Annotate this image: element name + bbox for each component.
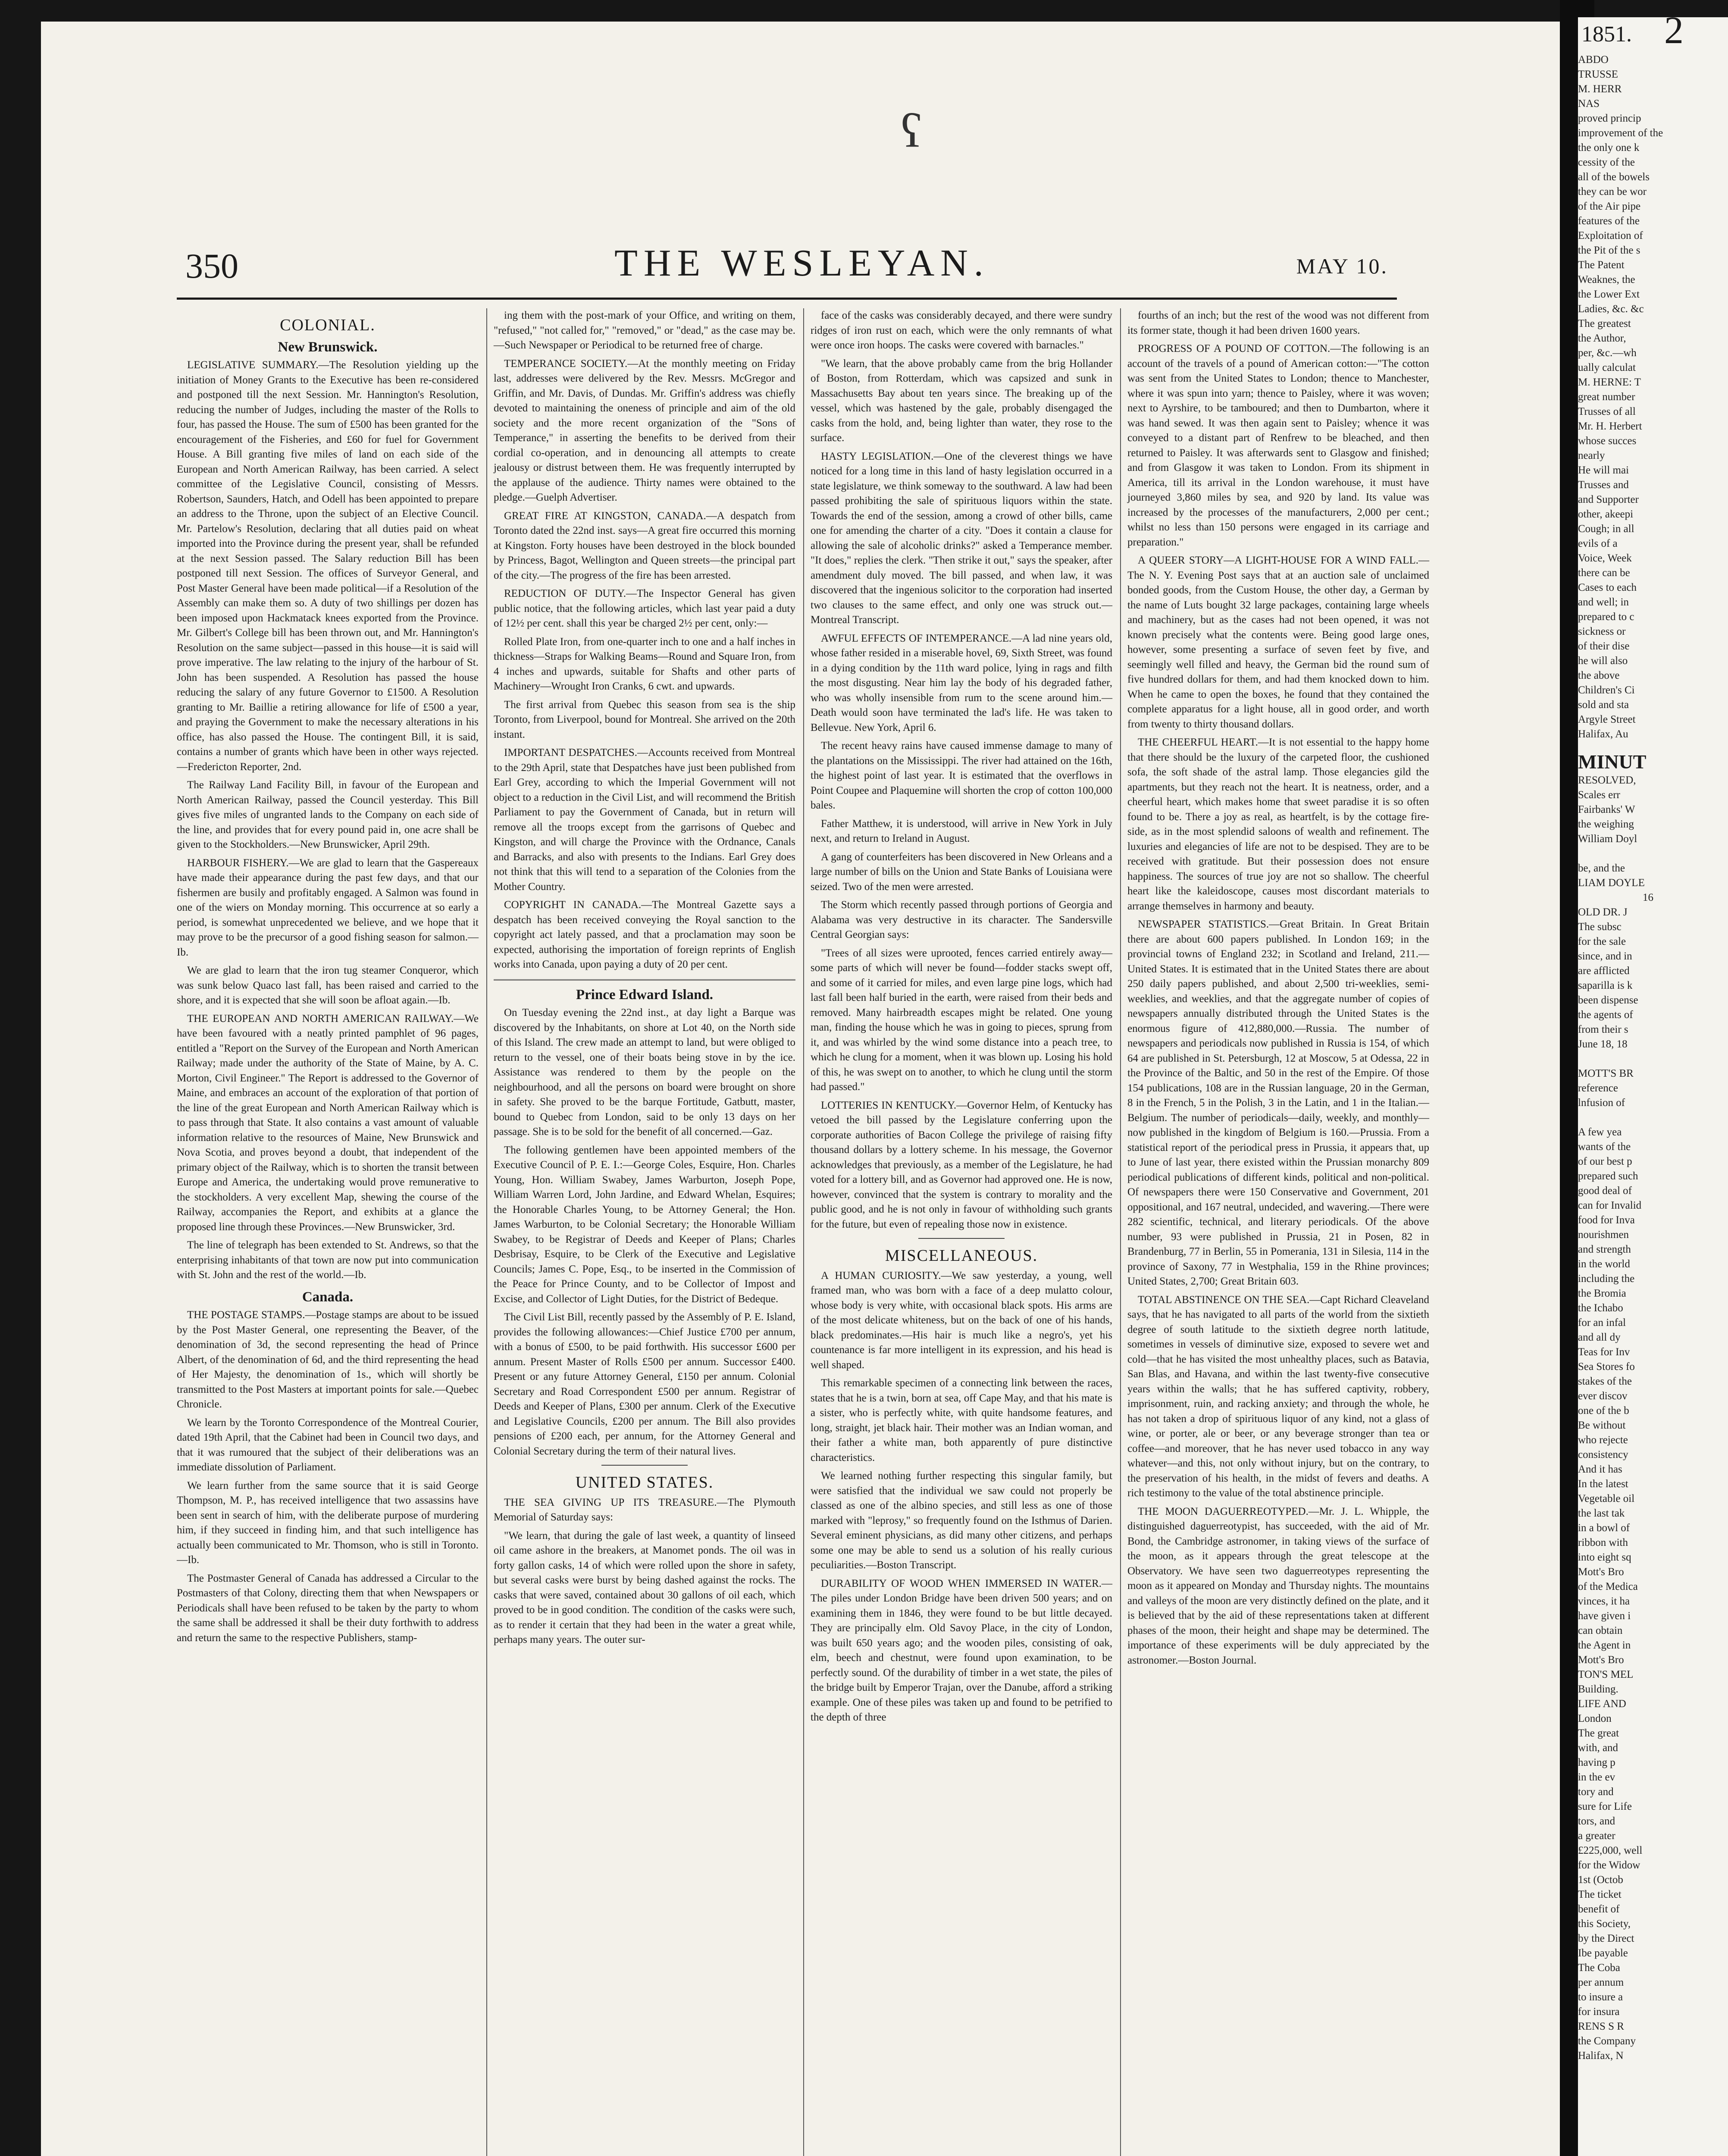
adjacent-text-line: Exploitation of xyxy=(1578,230,1643,241)
article-paragraph: COPYRIGHT IN CANADA.—The Montreal Gazette says a despatch has been received conveying the Royal sanction to the copyright act lately passed, and that a proclamation may soon be expected, authorising the importation of foreign reprints of English works into Canada, upon paying a duty of 20 per cent. xyxy=(494,899,795,970)
column-2 xyxy=(494,308,795,1651)
subsection-heading: New Brunswick. xyxy=(278,339,378,355)
adjacent-text-line: evils of a xyxy=(1578,538,1618,549)
short-rule xyxy=(918,1238,1005,1239)
adjacent-text-line: into eight sq xyxy=(1578,1551,1631,1563)
adjacent-text-line: M. HERR xyxy=(1578,83,1622,95)
adjacent-text-line xyxy=(1578,1052,1728,1066)
adjacent-text-line: Trusses and xyxy=(1578,479,1629,491)
adjacent-text-line: reference xyxy=(1578,1082,1618,1094)
adjacent-text-line: Cough; in all xyxy=(1578,523,1634,535)
article-paragraph: "We learn, that the above probably came from the brig Hollander of Boston, from Rotterdam, which was capsized and sunk in Massachusetts Bay about ten years since. The breaking up of the vessel, which was hastened by the gale, probably disengaged the casks from the hold, and, being lighter than water, they rose to the surface. xyxy=(811,357,1112,444)
adjacent-text-line: Argyle Street xyxy=(1578,714,1636,725)
section-heading: UNITED STATES. xyxy=(575,1473,714,1492)
adjacent-text-line: from their s xyxy=(1578,1024,1628,1035)
adjacent-text-line: nearly xyxy=(1578,450,1605,461)
adjacent-text-line: vinces, it ha xyxy=(1578,1595,1630,1607)
adjacent-text-line: Trusses of all xyxy=(1578,406,1636,417)
adjacent-text-line: can for Invalid xyxy=(1578,1200,1642,1211)
adjacent-text-line: of the Medica xyxy=(1578,1581,1638,1592)
adjacent-text-line: Halifax, N xyxy=(1578,2050,1624,2062)
article-paragraph: The Storm which recently passed through portions of Georgia and Alabama was very destructive in its character. The Sandersville Central Georgian says: xyxy=(811,899,1112,940)
column-divider xyxy=(803,308,804,2156)
adjacent-text-line: the above xyxy=(1578,670,1620,681)
subsection-heading: Prince Edward Island. xyxy=(576,987,714,1003)
adjacent-page-edge xyxy=(1578,17,1728,2156)
article-paragraph: A QUEER STORY—A LIGHT-HOUSE FOR A WIND FALL.—The N. Y. Evening Post says that at an auction sale of unclaimed bonded goods, from the Custom House, the other day, a German by the name of Luts bought 32 large packages, containing large wheels and machinery, but as the cases had not been opened, it was not known precisely what the contents were. Being good large ones, however, some presenting a surface of seven feet by five, and seemingly well filled and heavy, the German bid the round sum of five hundred dollars for them, and had them knocked down to him. When he came to open the boxes, he found that they contained the complete apparatus for a light house, all in good order, and worth from twenty to thirty thousand dollars. xyxy=(1127,555,1429,730)
adjacent-text-line: Halifax, Au xyxy=(1578,728,1628,740)
article-paragraph: PROGRESS OF A POUND OF COTTON.—The following is an account of the travels of a pound of American cotton:—"The cotton was sent from the United States to London; thence to Manchester, where it was spun into yarn; thence to Paisley, where it was woven; next to Ayrshire, to be tamboured; and then to Dumbarton, where it was hand sewed. It was then again sent to Paisley; whence it was conveyed to a distant part of Renfrew to be bleached, and then returned to Paisley. It was afterwards sent to Glasgow and finished; and from Glasgow it was taken to London. From its shipment in America, till its arrival in the London warehouse, it must have journeyed 3,860 miles by sea, and 920 by land. Its value was increased by the processes of the manufacturers, 2,000 per cent.; whilst no less than 150 persons were engaged in its carriage and preparation." xyxy=(1127,343,1429,548)
article-paragraph: THE POSTAGE STAMPS.—Postage stamps are about to be issued by the Post Master General, one representing the Beaver, of the denomination of 3d, the second representing the head of Prince Albert, of the denomination of 6d, and the third representing the head of Her Majesty, the denomination of 1s., which will shortly be transmitted to the Post Masters at important points for sale.—Quebec Chronicle. xyxy=(177,1309,479,1410)
adjacent-text-line: be, and the xyxy=(1578,862,1625,874)
article-paragraph: We are glad to learn that the iron tug steamer Conqueror, which was sunk below Quaco last fall, has been raised and carried to the shore, and it is expected that she will soon be afloat again.—Ib. xyxy=(177,965,479,1006)
adjacent-text-line: M. HERNE: T xyxy=(1578,376,1641,388)
adjacent-text-line: in the ev xyxy=(1578,1771,1615,1783)
header-rule xyxy=(177,298,1397,300)
adjacent-text-line: Building. xyxy=(1578,1683,1618,1695)
adjacent-text-line: Cases to each xyxy=(1578,582,1637,593)
section-heading: MISCELLANEOUS. xyxy=(885,1247,1038,1265)
article-paragraph: THE EUROPEAN AND NORTH AMERICAN RAILWAY.—We have been favoured with a neatly printed pamphlet of 96 pages, entitled a "Report on the Survey of the European and North American Railway; made under the authority of the State of Maine, by A. C. Morton, Civil Engineer." The Report is addressed to the Governor of Maine, and embraces an account of the exploration of that portion of the line of the great European and North American Railway which is to pass through that State. It also contains a vast amount of valuable information relative to the resources of Maine, New Brunswick and Nova Scotia, and proves beyond a doubt, that independent of the primary object of the Railway, which is to shorten the transit between Europe and America, the undertaking would prove remunerative to the stockholders. A very excellent Map, shewing the course of the Railway, accompanies the Report, and exhibits at a glance the proposed line through these Provinces.—New Brunswicker, 3rd. xyxy=(177,1012,479,1233)
adjacent-text-line: RESOLVED, xyxy=(1578,774,1636,786)
adjacent-text-line: TRUSSE xyxy=(1578,69,1618,80)
section-heading: COLONIAL. xyxy=(280,316,376,334)
adjacent-text-line: other, akeepi xyxy=(1578,508,1634,520)
adjacent-text-line: prepared such xyxy=(1578,1170,1638,1182)
article-paragraph: THE CHEERFUL HEART.—It is not essential to the happy home that there should be the luxury of the carpeted floor, the cushioned sofa, the soft shade of the astral lamp. Those elegancies gild the apartments, but they reach not the heart. It is neatness, order, and a cheerful heart, which makes home that sweet paradise it is so often found to be. There a joy as real, as heartfelt, is by the cottage fire-side, as in the most splendid saloons of wealth and refinement. The luxuries and elegancies of life are not to be despised. They are to be received with gratitude. But their possession does not ensure happiness. The sources of true joy are not so shallow. The cheerful heart like the kaleidoscope, causes most discordant materials to arrange themselves in harmony and beauty. xyxy=(1127,736,1429,912)
article-paragraph: fourths of an inch; but the rest of the wood was not different from its former state, though it had been driven 1600 years. xyxy=(1127,310,1429,336)
page-header xyxy=(168,241,1401,289)
adjacent-text-line: He will mai xyxy=(1578,464,1629,476)
article-paragraph: THE MOON DAGUERREOTYPED.—Mr. J. L. Whipple, the distinguished daguerreotypist, has succeeded, with the aid of Mr. Bond, the Cambridge astronomer, in taking views of the surface of the moon, as it appears through the great telescope at the Observatory. We have seen two daguerreotypes representing the moon as it appeared on Monday and Thursday nights. The mountains and valleys of the moon are very distinctly defined on the plate, and it is believed that by the aid of these representations taken at different phases of the moon, their height and shape may be determined. The importance of these experiments will be duly appreciated by the astronomer.—Boston Journal. xyxy=(1127,1505,1429,1666)
subsection-heading: Canada. xyxy=(302,1289,354,1305)
adjacent-section-heading: MINUT xyxy=(1578,751,1647,773)
article-paragraph: The first arrival from Quebec this season from sea is the ship Toronto, from Liverpool, bound for Montreal. She arrived on the 20th instant. xyxy=(494,699,795,740)
article-paragraph: Father Matthew, it is understood, will arrive in New York in July next, and return to Ireland in August. xyxy=(811,818,1112,844)
adjacent-text-line: who rejecte xyxy=(1578,1434,1628,1446)
adjacent-text-line: and well; in xyxy=(1578,596,1629,608)
article-paragraph: A HUMAN CURIOSITY.—We saw yesterday, a young, well framed man, who was born with a face of a deep mulatto colour, whose body is very white, with occasional black spots. His arms are of the most delicate whiteness, but on the back of one of his hands, black predominates.—His hair is much like a negro's, yet his countenance is far more intelligent in its expression, and his head is well shaped. xyxy=(811,1269,1112,1371)
adjacent-text-line: with, and xyxy=(1578,1742,1618,1754)
adjacent-text-line: Vegetable oil xyxy=(1578,1493,1635,1504)
adjacent-text-line: Sea Stores fo xyxy=(1578,1361,1635,1373)
adjacent-text-line: of their dise xyxy=(1578,640,1630,652)
adjacent-text-line: consistency xyxy=(1578,1449,1628,1460)
adjacent-text-line: the last tak xyxy=(1578,1507,1625,1519)
article-paragraph: The Civil List Bill, recently passed by the Assembly of P. E. Island, provides the following allowances:—Chief Justice £700 per annum, with a bonus of £500, to be paid forthwith. His successor £600 per annum. Present Master of Rolls £500 per annum. Successor £400. Present or any future Attorney General, £150 per annum. Colonial Secretary and Road Correspondent £500 per annum. Registrar of Deeds and Keeper of Plans, £300 per annum. Clerk of the Executive and Legislative Councils, £200 per annum. The Bill also provides pensions of £200 each, per annum, for the Attorney General and Colonial Secretary during the term of their natural lives. xyxy=(494,1311,795,1457)
adjacent-text-line: of the Air pipe xyxy=(1578,201,1641,212)
adjacent-text-line: The Patent xyxy=(1578,259,1625,271)
adjacent-text-line: the Author, xyxy=(1578,332,1626,344)
article-paragraph: The Postmaster General of Canada has addressed a Circular to the Postmasters of that Colony, directing them that when Newspapers or Periodicals shall have been refused to be taken by the party to whom the same shall be addressed it shall be their duty forthwith to address and return the same to the respective Publishers, stamp- xyxy=(177,1572,479,1644)
adjacent-text-line: Weaknes, the xyxy=(1578,274,1635,285)
adjacent-text-line: sold and sta xyxy=(1578,699,1629,711)
article-paragraph: "Trees of all sizes were uprooted, fences carried entirely away—some parts of which will never be found—fodder stacks swept off, and some of it carried for miles, and even large pine logs, which had last fall been half buried in the earth, were raised from their beds and removed. Many hairbreadth escapes might be related. One young man, finding the house which he was in going to pieces, sprung from it, and was whirled by the wind some distance into a peach tree, to which he clung for a moment, when it was blown up. Losing his hold of this, he was swept on to another, to which he clung until the storm had passed." xyxy=(811,947,1112,1093)
adjacent-text-line: sickness or xyxy=(1578,626,1626,637)
adjacent-text-line: MOTT'S BR xyxy=(1578,1068,1634,1079)
article-paragraph: On Tuesday evening the 22nd inst., at day light a Barque was discovered by the Inhabitants, on shore at Lot 40, on the North side of this Island. The crew made an attempt to land, but were obliged to return to the vessel, one of their boats being stove in by the ice. Assistance was rendered to them by the people on the neighbourhood, and all the persons on board were brought on shore in safety. She proved to be the barque Fortitude, Gatbutt, master, bound to Quebec from London, said to be only 13 days on her passage. She is to be sold for the benefit of all concerned.—Gaz. xyxy=(494,1007,795,1138)
adjacent-text-line: improvement of the xyxy=(1578,127,1663,139)
adjacent-text-line: the agents of xyxy=(1578,1009,1633,1021)
article-paragraph: HARBOUR FISHERY.—We are glad to learn that the Gaspereaux have made their appearance during the past few days, and that our fishermen are busily and profitably engaged. A Salmon was found in one of the wiers on Monday morning. This occurrence at so early a period, is somewhat unprecedented we believe, and we hope that it may prove to be the precursor of a good fishing season for salmon.—Ib. xyxy=(177,857,479,958)
printed-scroll-ornament: ʕ xyxy=(901,104,922,157)
adjacent-ad-block xyxy=(1578,905,1728,1697)
adjacent-text-line: to insure a xyxy=(1578,1991,1623,2003)
double-rule xyxy=(494,979,795,981)
article-paragraph: The Railway Land Facility Bill, in favour of the European and North American Railway, passed the Council yesterday. This Bill gives five miles of ungranted lands to the Company on each side of the line, and provides that for every pound paid in, one acre shall be given to the Stockholders.—New Brunswicker, April 29th. xyxy=(177,779,479,850)
adjacent-text-line: Ibe payable xyxy=(1578,1947,1628,1959)
adjacent-text-line: stakes of the xyxy=(1578,1376,1632,1387)
adjacent-text-line: saparilla is k xyxy=(1578,980,1633,991)
adjacent-text-line: good deal of xyxy=(1578,1185,1632,1197)
masthead-title: THE WESLEYAN. xyxy=(614,242,989,284)
adjacent-text-line: Voice, Week xyxy=(1578,552,1632,564)
adjacent-text-line: A few yea xyxy=(1578,1126,1622,1138)
adjacent-text-line: The Coba xyxy=(1578,1962,1620,1974)
adjacent-text-line: the Bromia xyxy=(1578,1288,1626,1299)
adjacent-text-line: LIAM DOYLE xyxy=(1578,877,1645,889)
adjacent-text-line: food for Inva xyxy=(1578,1214,1635,1226)
adjacent-text-line: William Doyl xyxy=(1578,833,1637,845)
adjacent-text-line: including the xyxy=(1578,1273,1635,1285)
adjacent-ad-block xyxy=(1578,1697,1728,2063)
adjacent-text-line: LIFE AND xyxy=(1578,1698,1626,1710)
adjacent-text-line: are afflicted xyxy=(1578,965,1630,977)
adjacent-text-line: been dispense xyxy=(1578,994,1638,1006)
adjacent-text-line: TON'S MEL xyxy=(1578,1669,1634,1680)
article-paragraph: ing them with the post-mark of your Office, and writing on them, "refused," "not called for," "removed," or "dead," as the case may be.—Such Newspaper or Periodical to be returned free of charge. xyxy=(494,310,795,351)
adjacent-ad-block xyxy=(1578,53,1728,742)
adjacent-text-line: 1st (Octob xyxy=(1578,1874,1623,1886)
adjacent-text-line: The subsc xyxy=(1578,921,1622,933)
adjacent-text-line: great number xyxy=(1578,391,1635,403)
adjacent-text-line: ribbon with xyxy=(1578,1537,1628,1548)
adjacent-text-line: can obtain xyxy=(1578,1625,1623,1636)
adjacent-text-line: the Lower Ext xyxy=(1578,288,1640,300)
article-paragraph: We learn by the Toronto Correspondence of the Montreal Courier, dated 19th April, that the Cabinet had been in Council two days, and that it was rumoured that the subject of their deliberations was an immediate dissolution of Parliament. xyxy=(177,1416,479,1473)
adjacent-text-line: RENS S R xyxy=(1578,2021,1624,2032)
adjacent-text-line: The great xyxy=(1578,1727,1619,1739)
adjacent-text-line xyxy=(1578,846,1728,861)
article-paragraph: face of the casks was considerably decayed, and there were sundry ridges of iron rust on each, which were the only remnants of what were once iron hoops. The casks were covered with barnacles." xyxy=(811,310,1112,351)
adjacent-text-line: £225,000, well xyxy=(1578,1845,1643,1856)
adjacent-text-line: for the Widow xyxy=(1578,1859,1640,1871)
article-paragraph: The recent heavy rains have caused immense damage to many of the plantations on the Mississippi. The river had attained on the 16th, the highest point of last year. It is estimated that the overflows in Point Coupee and Plaquemine will shorten the crop of cotton 100,000 bales. xyxy=(811,740,1112,811)
adjacent-text-line: they can be wor xyxy=(1578,186,1647,197)
article-paragraph: HASTY LEGISLATION.—One of the cleverest things we have noticed for a long time in this land of hasty legislation occurred in a state legislature, we think someway to the southward. A law had been passed prohibiting the sale of spirituous liquors within the state. Towards the end of the session, among a crowd of other bills, came one for amending the charter of a city. "Does it contain a clause for allowing the sale of alcoholic drinks?" asked a Temperance member. "It does," replies the clerk. "Then strike it out," says the speaker, after amendment duly moved. The bill passed, and when law, it was discovered that the ingenious solicitor to the corporation had inserted two clauses to the same effect, and only one was struck out.—Montreal Transcript. xyxy=(811,450,1112,626)
article-paragraph: This remarkable specimen of a connecting link between the races, states that he is a twin, born at sea, off Cape May, and that his mate is a sister, who is perfectly white, with quite handsome features, and long, straight, jet black hair. Their mother was an Indian woman, and their father a white man, both apparently of pure distinctive characteristics. xyxy=(811,1377,1112,1463)
adjacent-text-line: there can be xyxy=(1578,567,1630,579)
column-divider xyxy=(486,308,487,2156)
adjacent-text-line: he will also xyxy=(1578,655,1628,667)
column-4 xyxy=(1127,308,1429,1671)
adjacent-page-mark: 2 xyxy=(1664,17,1684,52)
adjacent-minutes-block xyxy=(1578,773,1728,890)
article-paragraph: AWFUL EFFECTS OF INTEMPERANCE.—A lad nine years old, whose father resided in a miserable hovel, 69, Sixth Street, was found in a dying condition by the 11th ward police, lying in rags and filth the most disgusting. Near him lay the body of his degraded father, who was wholly insensible from rum to the scene around him.—Death would soon have terminated the lad's life. He was taken to Bellevue. New York, April 6. xyxy=(811,632,1112,733)
adjacent-text-line: features of the xyxy=(1578,215,1640,227)
adjacent-text-line: Mott's Bro xyxy=(1578,1654,1624,1666)
adjacent-text-line: for insura xyxy=(1578,2006,1620,2018)
adjacent-text-line: prepared to c xyxy=(1578,611,1634,623)
adjacent-text-line: in the world xyxy=(1578,1258,1630,1270)
adjacent-text-line: OLD DR. J xyxy=(1578,906,1628,918)
adjacent-text-line: have given i xyxy=(1578,1610,1631,1622)
adjacent-text-line: per annum xyxy=(1578,1977,1624,1988)
adjacent-text-line: one of the b xyxy=(1578,1405,1629,1416)
adjacent-text-line: the Pit of the s xyxy=(1578,244,1640,256)
adjacent-text-line: the Company xyxy=(1578,2035,1636,2047)
page-number: 350 xyxy=(185,246,238,285)
adjacent-text-line xyxy=(1578,1110,1728,1125)
adjacent-text-line: the weighing xyxy=(1578,818,1634,830)
adjacent-text-line: and strength xyxy=(1578,1244,1631,1255)
column-1 xyxy=(177,308,479,1649)
article-paragraph: We learned nothing further respecting this singular family, but were satisfied that the individual we saw could not properly be classed as one of the albino species, and still less as one of those marked with "leprosy," so frequently found on the Isthmus of Darien. Several eminent physicians, as did many other citizens, and perhaps some one may be able to send us a solution of his really curious peculiarities.—Boston Transcript. xyxy=(811,1470,1112,1571)
article-paragraph: "We learn, that during the gale of last week, a quantity of linseed oil came ashore in the breakers, at Manomet ponds. The oil was in forty gallon casks, 14 of which were rolled upon the shore in safety, but several casks were burst by being dashed against the rocks. The casks that were saved, contained about 30 gallons of oil each, which proved to be in good condition. The condition of the casks were such, as to render it certain that they had been in the water a great while, perhaps many years. The outer sur- xyxy=(494,1529,795,1645)
adjacent-text-line: Mott's Bro xyxy=(1578,1566,1624,1578)
adjacent-text-line: whose succes xyxy=(1578,435,1637,447)
adjacent-text-line: by the Direct xyxy=(1578,1933,1634,1944)
adjacent-text-line: cessity of the xyxy=(1578,157,1635,168)
article-paragraph: NEWSPAPER STATISTICS.—Great Britain. In Great Britain there are about 600 papers published. In London 169; in the provincial towns of England 232; in Scotland and Ireland, 211.—United States. It is estimated that in the United States there are about 250 daily papers published, and about 2,500 tri-weeklies, semi-weeklies, and weeklies, and that the aggregate number of copies of newspapers annually distributed through the United States is the enormous figure of 412,880,000.—Russia. The number of newspapers and periodicals now published in Russia is 154, of which 64 are published in St. Petersburgh, 12 at Moscow, 5 at Odessa, 22 in the Province of the Baltic, and 50 in the rest of the Empire. Of those 154 publications, 108 are in the Russian language, 20 in the German, 8 in the French, 5 in the Polish, 3 in the Latin, and 1 in the Italian.—Belgium. The number of periodicals—daily, weekly, and monthly—now published in the kingdom of Belgium is 160.—Prussia. From a statistical report of the periodical press in Prussia, it appears that, up to June of last year, there existed within the Prussian monarchy 809 periodical publications of different kinds, political and non-political. Of newspapers there were 150 Conservative and Government, 201 oppositional, and 167 neutral, undecided, and wavering.—There were 282 scientific, technical, and literary periodicals. Of the above number, 93 were published in Prussia, 21 in Posen, 82 in Brandenburg, 77 in Berlin, 55 in Pomerania, 131 in Silesia, 114 in the province of Saxony, 77 in Westphalia, 159 in the Rhine provinces; United States, 2,700; Great Britain 603. xyxy=(1127,918,1429,1287)
adjacent-text-line: the only one k xyxy=(1578,142,1640,154)
adjacent-text-line: ABDO xyxy=(1578,54,1609,66)
adjacent-text-line: and all dy xyxy=(1578,1332,1621,1343)
adjacent-text-line: in a bowl of xyxy=(1578,1522,1630,1534)
adjacent-text-line: Fairbanks' W xyxy=(1578,804,1635,815)
adjacent-text-line: per, &c.—wh xyxy=(1578,347,1637,359)
adjacent-text-line: Children's Ci xyxy=(1578,684,1635,696)
article-paragraph: IMPORTANT DESPATCHES.—Accounts received from Montreal to the 29th April, state that Despatches have just been published from Earl Grey, according to which the Imperial Government will not object to a reduction in the Civil List, and will recommend the British Parliament to pay the Government of Canada, but in return will remove all the troops except from the garrisons of Quebec and Kingston, and will charge the Province with the Ordnance, Canals and Barracks, and also with presents to the Indians. Earl Grey does not think that this will tend to a separation of the Colonies from the Mother Country. xyxy=(494,747,795,893)
adjacent-text-line: for the sale xyxy=(1578,936,1626,947)
adjacent-text-line: ever discov xyxy=(1578,1390,1628,1402)
article-paragraph: LEGISLATIVE SUMMARY.—The Resolution yielding up the initiation of Money Grants to the Executive has been re-considered and postponed till the next Session. Mr. Hannington's Resolution, reducing the number of Judges, including the master of the Rolls to four, has passed the House. The sum of £500 has been granted for the encouragement of the Fisheries, and £60 for fuel for Government House. A Bill granting five miles of land on each side of the European and North American Railway, has been carried. A select committee of the Legislative Council, consisting of Messrs. Robertson, Saunders, Hatch, and Odell has been appointed to prepare an address to the Throne, upon the subject of an Elective Council. Mr. Partelow's Resolution, declaring that all duties paid on wheat imported into the Province during the present year, shall be refunded at the next Session passed. The Salary reduction Bill has been postponed till next Session. The offices of Surveyor General, and Post Master General have been made political—if a Resolution of the Assembly can make them so. A duty of two shillings per dozen has been imposed upon Hackmatack knees exported from the Province. Mr. Gilbert's College bill has been thrown out, and Mr. Hannington's Resolution on the same subject—passed in this house—it is said will prove imperative. The law relating to the injury of the harbour of St. John has been suspended. A Resolution has passed the house reducing the salary of any future Governor to £1500. A Resolution granting to Mr. Baillie a retiring allowance for life of £500 a year, and praying the Government to make the necessary alterations in his office, has also passed the House. The contingent Bill, it is said, contains a number of grants which have been in other ways rejected.—Fredericton Reporter, 2nd. xyxy=(177,359,479,773)
article-paragraph: LOTTERIES IN KENTUCKY.—Governor Helm, of Kentucky has vetoed the bill passed by the Legislature conferring upon the corporate authorities of Bacon College the privilege of raising fifty thousand dollars by a lottery scheme. In his message, the Governor acknowledges that previously, as a member of the Legislature, he had voted for a lottery bill, and as Governor had approved one. He is now, however, convinced that the system is contrary to morality and the public good, and he is not only in favour of withholding such grants for the future, but even of repealing those now in existence. xyxy=(811,1099,1112,1230)
adjacent-text-line: this Society, xyxy=(1578,1918,1631,1930)
adjacent-text-line: sure for Life xyxy=(1578,1801,1632,1812)
column-divider xyxy=(1120,308,1121,2156)
adjacent-text-line: Mr. H. Herbert xyxy=(1578,420,1642,432)
adjacent-text-line: wants of the xyxy=(1578,1141,1631,1153)
adjacent-text-line: since, and in xyxy=(1578,950,1632,962)
adjacent-text-line: The ticket xyxy=(1578,1889,1622,1900)
adjacent-text-line: a greater xyxy=(1578,1830,1615,1842)
adjacent-text-line: tory and xyxy=(1578,1786,1614,1798)
adjacent-text-line: NAS xyxy=(1578,98,1600,110)
article-paragraph: GREAT FIRE AT KINGSTON, CANADA.—A despatch from Toronto dated the 22nd inst. says—A great fire occurred this morning at Kingston. Forty houses have been destroyed in the block bounded by Princess, Bagot, Wellington and Queen streets—the principal part of the city.—The progress of the fire has been arrested. xyxy=(494,510,795,581)
adjacent-text-line: tors, and xyxy=(1578,1815,1615,1827)
issue-date: MAY 10. xyxy=(1296,254,1388,278)
adjacent-text-line: benefit of xyxy=(1578,1903,1620,1915)
adjacent-text-line: nourishmen xyxy=(1578,1229,1629,1241)
adjacent-text-line: proved princip xyxy=(1578,113,1641,124)
adjacent-text-line: Ladies, &c. &c xyxy=(1578,303,1644,315)
article-paragraph: TOTAL ABSTINENCE ON THE SEA.—Capt Richard Cleaveland says, that he has navigated to all parts of the world from the sixtieth degree of south latitude to the sixtieth degree north latitude, sometimes in vessels of diminutive size, exposed to severe wet and cold—that he has visited the most unhealthy places, such as Batavia, San Blas, and Havana, and within the last twenty-five consecutive years within the walls; that he has suffered captivity, robbery, imprisonment, ruin, and racking anxiety; and through the whole, he has not taken a drop of spirituous liquor of any kind, not a glass of wine, or porter, ale or beer, or any beverage stronger than tea or coffee—and moreover, that he has never used tobacco in any way whatever—and this, not only without injury, but on the contrary, to the preservation of his health, in the midst of fevers and deaths. A rich testimony to the value of the total abstinence principle. xyxy=(1127,1294,1429,1499)
adjacent-year: 1851. xyxy=(1581,22,1632,47)
adjacent-text-line: And it has xyxy=(1578,1463,1622,1475)
short-rule xyxy=(601,1465,688,1466)
adjacent-text-line: all of the bowels xyxy=(1578,171,1650,183)
article-paragraph: Rolled Plate Iron, from one-quarter inch to one and a half inches in thickness—Straps for Walking Beams—Round and Square Iron, from 4 inches and upwards, suitable for Shafts and other parts of Machinery—Wrought Iron Cranks, 6 cwt. and upwards. xyxy=(494,636,795,692)
article-paragraph: THE SEA GIVING UP ITS TREASURE.—The Plymouth Memorial of Saturday says: xyxy=(494,1496,795,1523)
adjacent-text-line: and Supporter xyxy=(1578,494,1639,505)
adjacent-text-line: The greatest xyxy=(1578,318,1631,329)
adjacent-text-line: Scales err xyxy=(1578,789,1620,801)
adjacent-text-line: Teas for Inv xyxy=(1578,1346,1630,1358)
adjacent-text-line: of our best p xyxy=(1578,1156,1632,1167)
adjacent-text-line: having p xyxy=(1578,1757,1615,1768)
adjacent-text-line: the Ichabo xyxy=(1578,1302,1623,1314)
adjacent-text-line: In the latest xyxy=(1578,1478,1628,1490)
adjacent-text-line: Be without xyxy=(1578,1420,1626,1431)
adjacent-text-line: ually calculat xyxy=(1578,362,1636,373)
article-paragraph: TEMPERANCE SOCIETY.—At the monthly meeting on Friday last, addresses were delivered by the Rev. Messrs. McGregor and Griffin, and Mr. Davis, of Dundas. Mr. Griffin's address was chiefly devoted to maintaining the oneness of principle and aim of the old society and the more recent organization of the "Sons of Temperance," in asserting the benefits to be derived from their cordial co-operation, and in denouncing all attempts to create jealousy or distrust between them. He was frequently interrupted by the applause of the audience. Thirty names were obtained to the pledge.—Guelph Advertiser. xyxy=(494,357,795,503)
adjacent-text-line: June 18, 18 xyxy=(1578,1038,1628,1050)
adjacent-text-line: lnfusion of xyxy=(1578,1097,1625,1109)
adjacent-text-line: London xyxy=(1578,1713,1612,1724)
article-paragraph: A gang of counterfeiters has been discovered in New Orleans and a large number of bills on the Union and State Banks of Louisiana were seized. Two of the men were arrested. xyxy=(811,851,1112,893)
adjacent-text-line: for an infal xyxy=(1578,1317,1626,1329)
article-paragraph: REDUCTION OF DUTY.—The Inspector General has given public notice, that the following articles, which last year paid a duty of 12½ per cent. shall this year be charged 2½ per cent, only:— xyxy=(494,588,795,629)
article-paragraph: The following gentlemen have been appointed members of the Executive Council of P. E. I.:—George Coles, Esquire, Hon. Charles Young, Hon. William Swabey, James Warburton, Joseph Pope, William Warren Lord, John Jardine, and Edward Whelan, Esquires; the Honorable Charles Young, to be Attorney General; the Hon. James Warburton, to be Colonial Secretary; the Honorable William Swabey, to be Registrar of Deeds and Keeper of Plans; Charles Desbrisay, Esquire, to be Clerk of the Executive and Legislative Councils; James C. Pope, Esq., to be inserted in the Commission of the Peace for Prince County, and to be Collector of Impost and Excise, and Collector of Light Duties, for the District of Bedeque. xyxy=(494,1144,795,1305)
article-paragraph: The line of telegraph has been extended to St. Andrews, so that the enterprising inhabitants of that town are now put into communication with St. John and the rest of the world.—Ib. xyxy=(177,1239,479,1281)
column-3 xyxy=(811,308,1112,1729)
article-paragraph: We learn further from the same source that it is said George Thompson, M. P., has received intelligence that two assassins have been sent in search of him, with the deliberate purpose of murdering him, if they succeed in finding him, and that such intelligence has actually been communicated to Mr. Thomson, who is still in Toronto.—Ib. xyxy=(177,1479,479,1566)
adjacent-text-line: the Agent in xyxy=(1578,1639,1631,1651)
article-paragraph: DURABILITY OF WOOD WHEN IMMERSED IN WATER.—The piles under London Bridge have been driven 500 years; and on examining them in 1846, they were found to be but little decayed. They are principally elm. Old Savoy Place, in the city of London, was built 650 years ago; and the wooden piles, consisting of oak, elm, beech and chestnut, were found upon examination, to be perfectly sound. Of the durability of timber in a wet state, the piles of the bridge built by Emperor Trajan, over the Danube, afford a striking example. One of these piles was taken up and found to be petrified to the depth of three xyxy=(811,1577,1112,1723)
adjacent-number: 16 xyxy=(1643,892,1653,903)
